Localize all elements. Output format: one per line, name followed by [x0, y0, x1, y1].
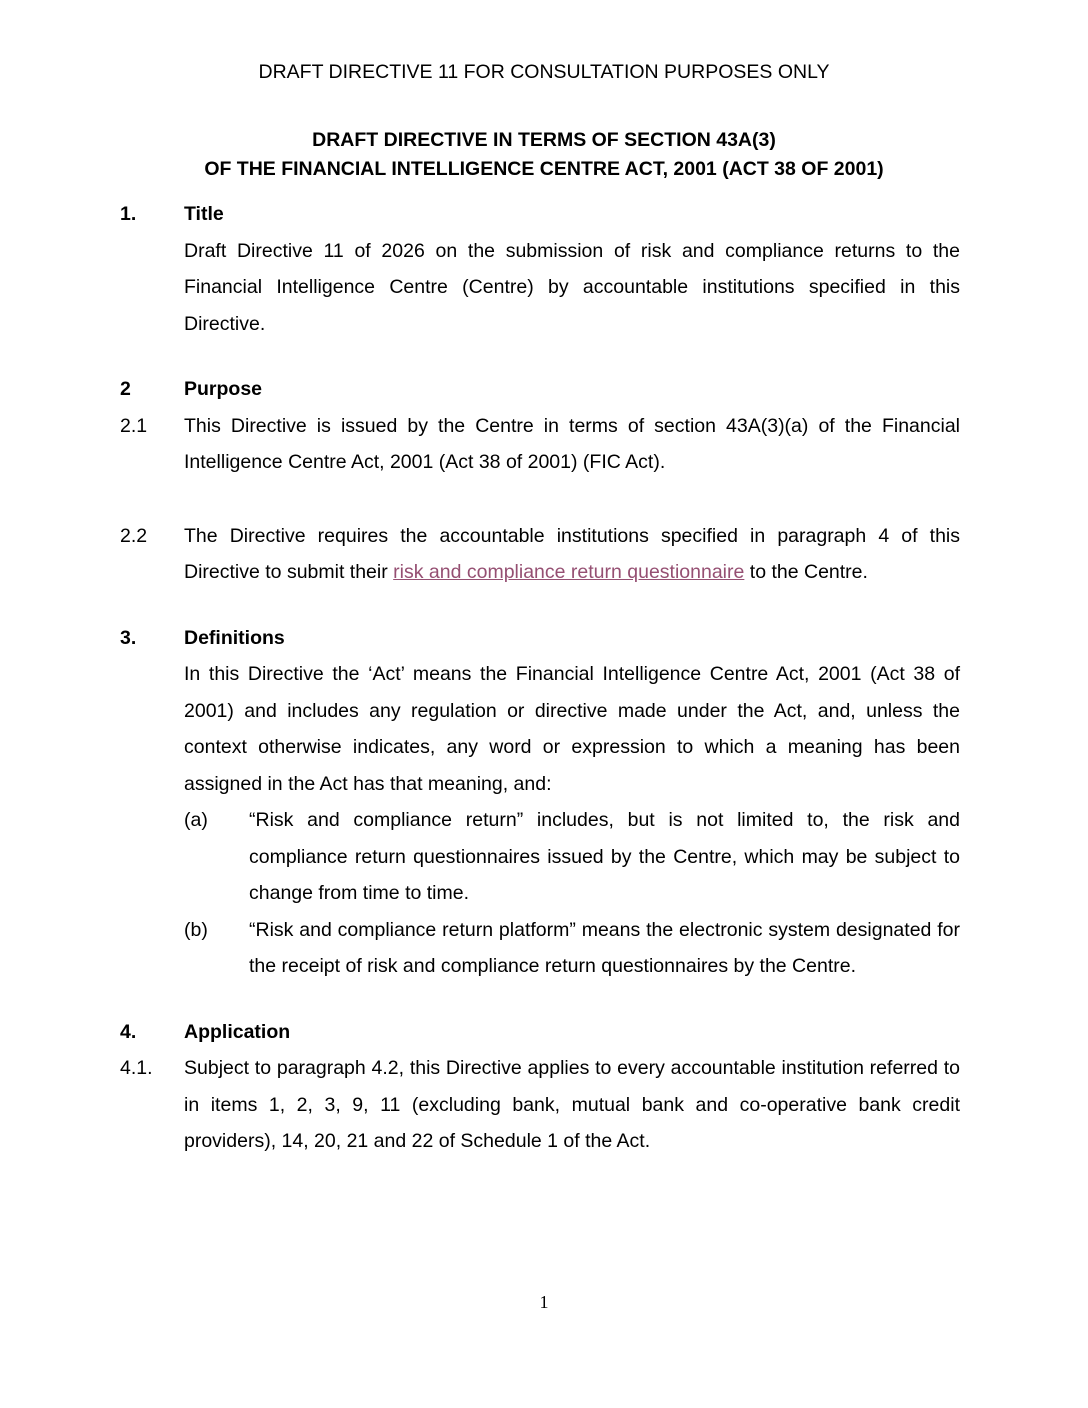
document-title-line1: DRAFT DIRECTIVE IN TERMS OF SECTION 43A(3)	[312, 129, 776, 151]
definition-item-a-text: “Risk and compliance return” includes, but is not limited to, the risk and compliance return questionnaires issued by the Centre, which may be subject to change from time to time.	[249, 809, 960, 904]
paragraph-2-1	[120, 408, 960, 481]
definition-item-b	[184, 912, 960, 985]
definition-item-b-marker: (b)	[184, 918, 208, 941]
definition-item-a-marker: (a)	[184, 809, 208, 831]
section-4-number: 4.	[120, 1020, 137, 1043]
paragraph-2-2-after-link: to the Centre.	[744, 561, 868, 583]
section-4-title: Application	[184, 1020, 291, 1043]
document-title	[0, 126, 1088, 184]
risk-and-compliance-return-questionnaire-link[interactable]: risk and compliance return questionnaire	[393, 561, 745, 583]
page-number: 1	[539, 1292, 549, 1312]
section-2-title: Purpose	[184, 378, 263, 400]
paragraph-2-2-number: 2.2	[120, 524, 148, 547]
section-1-paragraph: Draft Directive 11 of 2026 on the submission of risk and compliance returns to the Financial Intelligence Centre (Centre) by accountable institutions specified in this Directive.	[184, 239, 960, 335]
paragraph-2-2-before-link: The Directive requires the accountable institutions specified in paragraph 4 of this Directive to submit their	[184, 524, 960, 583]
section-1-heading	[120, 196, 960, 233]
section-1-title: Title	[184, 203, 224, 225]
paragraph-4-1	[120, 1050, 960, 1160]
section-3-heading	[120, 620, 960, 657]
definition-item-a	[184, 802, 960, 912]
section-1-number: 1.	[120, 203, 137, 225]
section-3-title: Definitions	[184, 626, 285, 649]
section-2-heading	[120, 371, 960, 408]
document-title-line2: OF THE FINANCIAL INTELLIGENCE CENTRE ACT, 2001 (ACT 38 OF 2001)	[204, 158, 884, 180]
paragraph-2-2	[120, 518, 960, 591]
paragraph-4-1-text: Subject to paragraph 4.2, this Directive applies to every accountable institution referred to in items 1, 2, 3, 9, 11 (excluding bank, mutual bank and co-operative bank credit providers), 14, 20, 21 and 22 of Schedule 1 of the Act.	[184, 1057, 960, 1152]
document-body	[120, 196, 960, 1160]
paragraph-4-1-number: 4.1.	[120, 1057, 153, 1079]
section-2-number: 2	[120, 378, 131, 400]
section-3-intro: In this Directive the ‘Act’ means the Financial Intelligence Centre Act, 2001 (Act 38 of 2001) and includes any regulation or directive made under the Act, and, unless the context otherwise indicates, any word or expression to which a meaning has been assigned in the Act has that meaning, and:	[184, 663, 960, 795]
definition-item-b-text: “Risk and compliance return platform” means the electronic system designated for the receipt of risk and compliance return questionnaires by the Centre.	[249, 918, 960, 977]
paragraph-2-2-text	[184, 518, 960, 591]
paragraph-2-1-number: 2.1	[120, 414, 148, 437]
paragraph-2-1-text: This Directive is issued by the Centre in terms of section 43A(3)(a) of the Financial Intelligence Centre Act, 2001 (Act 38 of 2001) (FIC Act).	[184, 414, 960, 473]
running-header: DRAFT DIRECTIVE 11 FOR CONSULTATION PURPOSES ONLY	[258, 61, 830, 83]
section-3-number: 3.	[120, 626, 137, 649]
section-4-heading	[120, 1014, 960, 1051]
